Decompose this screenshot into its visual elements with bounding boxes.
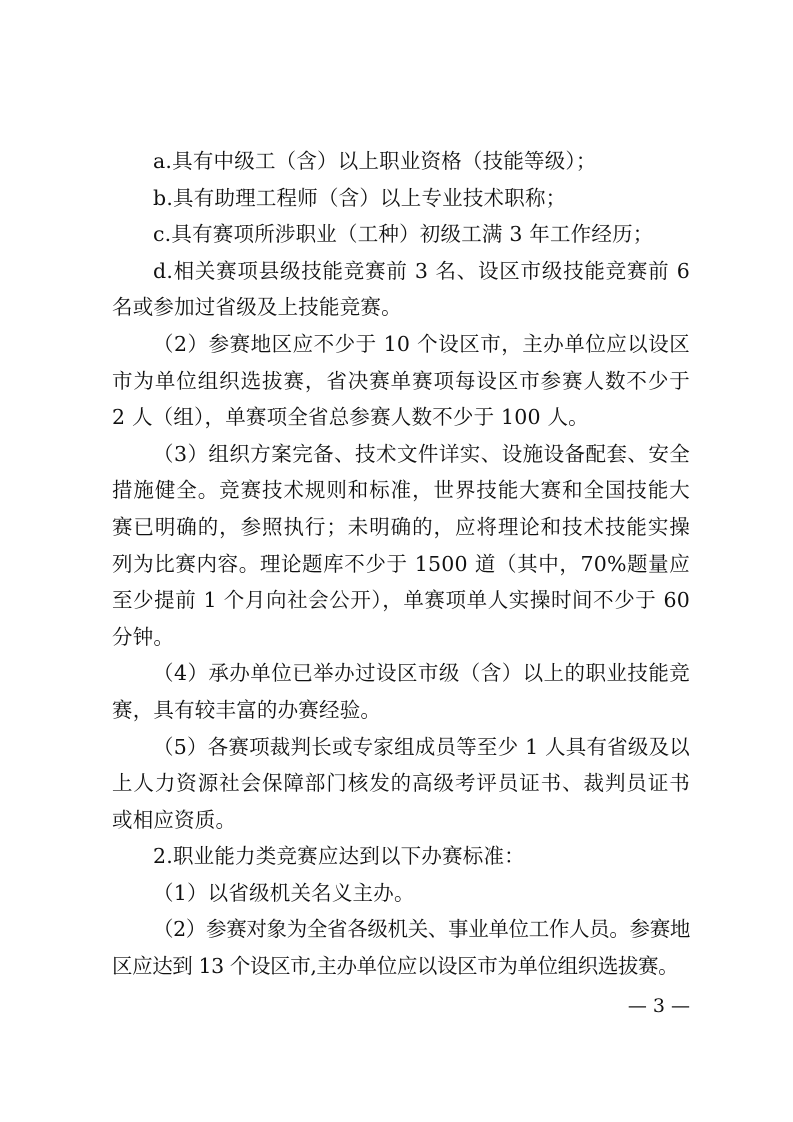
- paragraph-item-3: （3）组织方案完备、技术文件详实、设施设备配套、安全措施健全。竞赛技术规则和标准，世界技能大赛和全国技能大赛已明确的，参照执行；未明确的，应将理论和技术技能实操列为比赛内容。理论题库不少于 1500 道（其中，70%题量应至少提前 1 个月向社会公开），单赛项单人实操时间不少于 60 分钟。: [112, 441, 690, 649]
- paragraph-a: a.具有中级工（含）以上职业资格（技能等级）；: [153, 149, 597, 173]
- paragraph-item-5: （5）各赛项裁判长或专家组成员等至少 1 人具有省级及以上人力资源社会保障部门核发的高级考评员证书、裁判员证书或相应资质。: [112, 734, 690, 832]
- paragraph-c: c.具有赛项所涉职业（工种）初级工满 3 年工作经历；: [153, 222, 654, 247]
- paragraph-sub-1: （1）以省级机关名义主办。: [153, 880, 415, 905]
- paragraph-item-2: （2）参赛地区应不少于 10 个设区市，主办单位应以设区市为单位组织选拔赛，省决赛单赛项每设区市参赛人数不少于 2 人（组），单赛项全省总参赛人数不少于 100 人。: [112, 331, 690, 430]
- section-heading-2: 2.职业能力类竞赛应达到以下办赛标准：: [153, 844, 525, 869]
- document-body: [112, 143, 690, 985]
- paragraph-item-4: （4）承办单位已举办过设区市级（含）以上的职业技能竞赛，具有较丰富的办赛经验。: [112, 661, 690, 722]
- paragraph-sub-2: （2）参赛对象为全省各级机关、事业单位工作人员。参赛地区应达到 13 个设区市,主办单位应以设区市为单位组织选拔赛。: [112, 917, 690, 979]
- page-number: — 3 —: [627, 995, 690, 1017]
- paragraph-d: d.相关赛项县级技能竞赛前 3 名、设区市级技能竞赛前 6 名或参加过省级及上技能竞赛。: [112, 258, 690, 320]
- paragraph-b: b.具有助理工程师（含）以上专业技术职称；: [153, 185, 567, 210]
